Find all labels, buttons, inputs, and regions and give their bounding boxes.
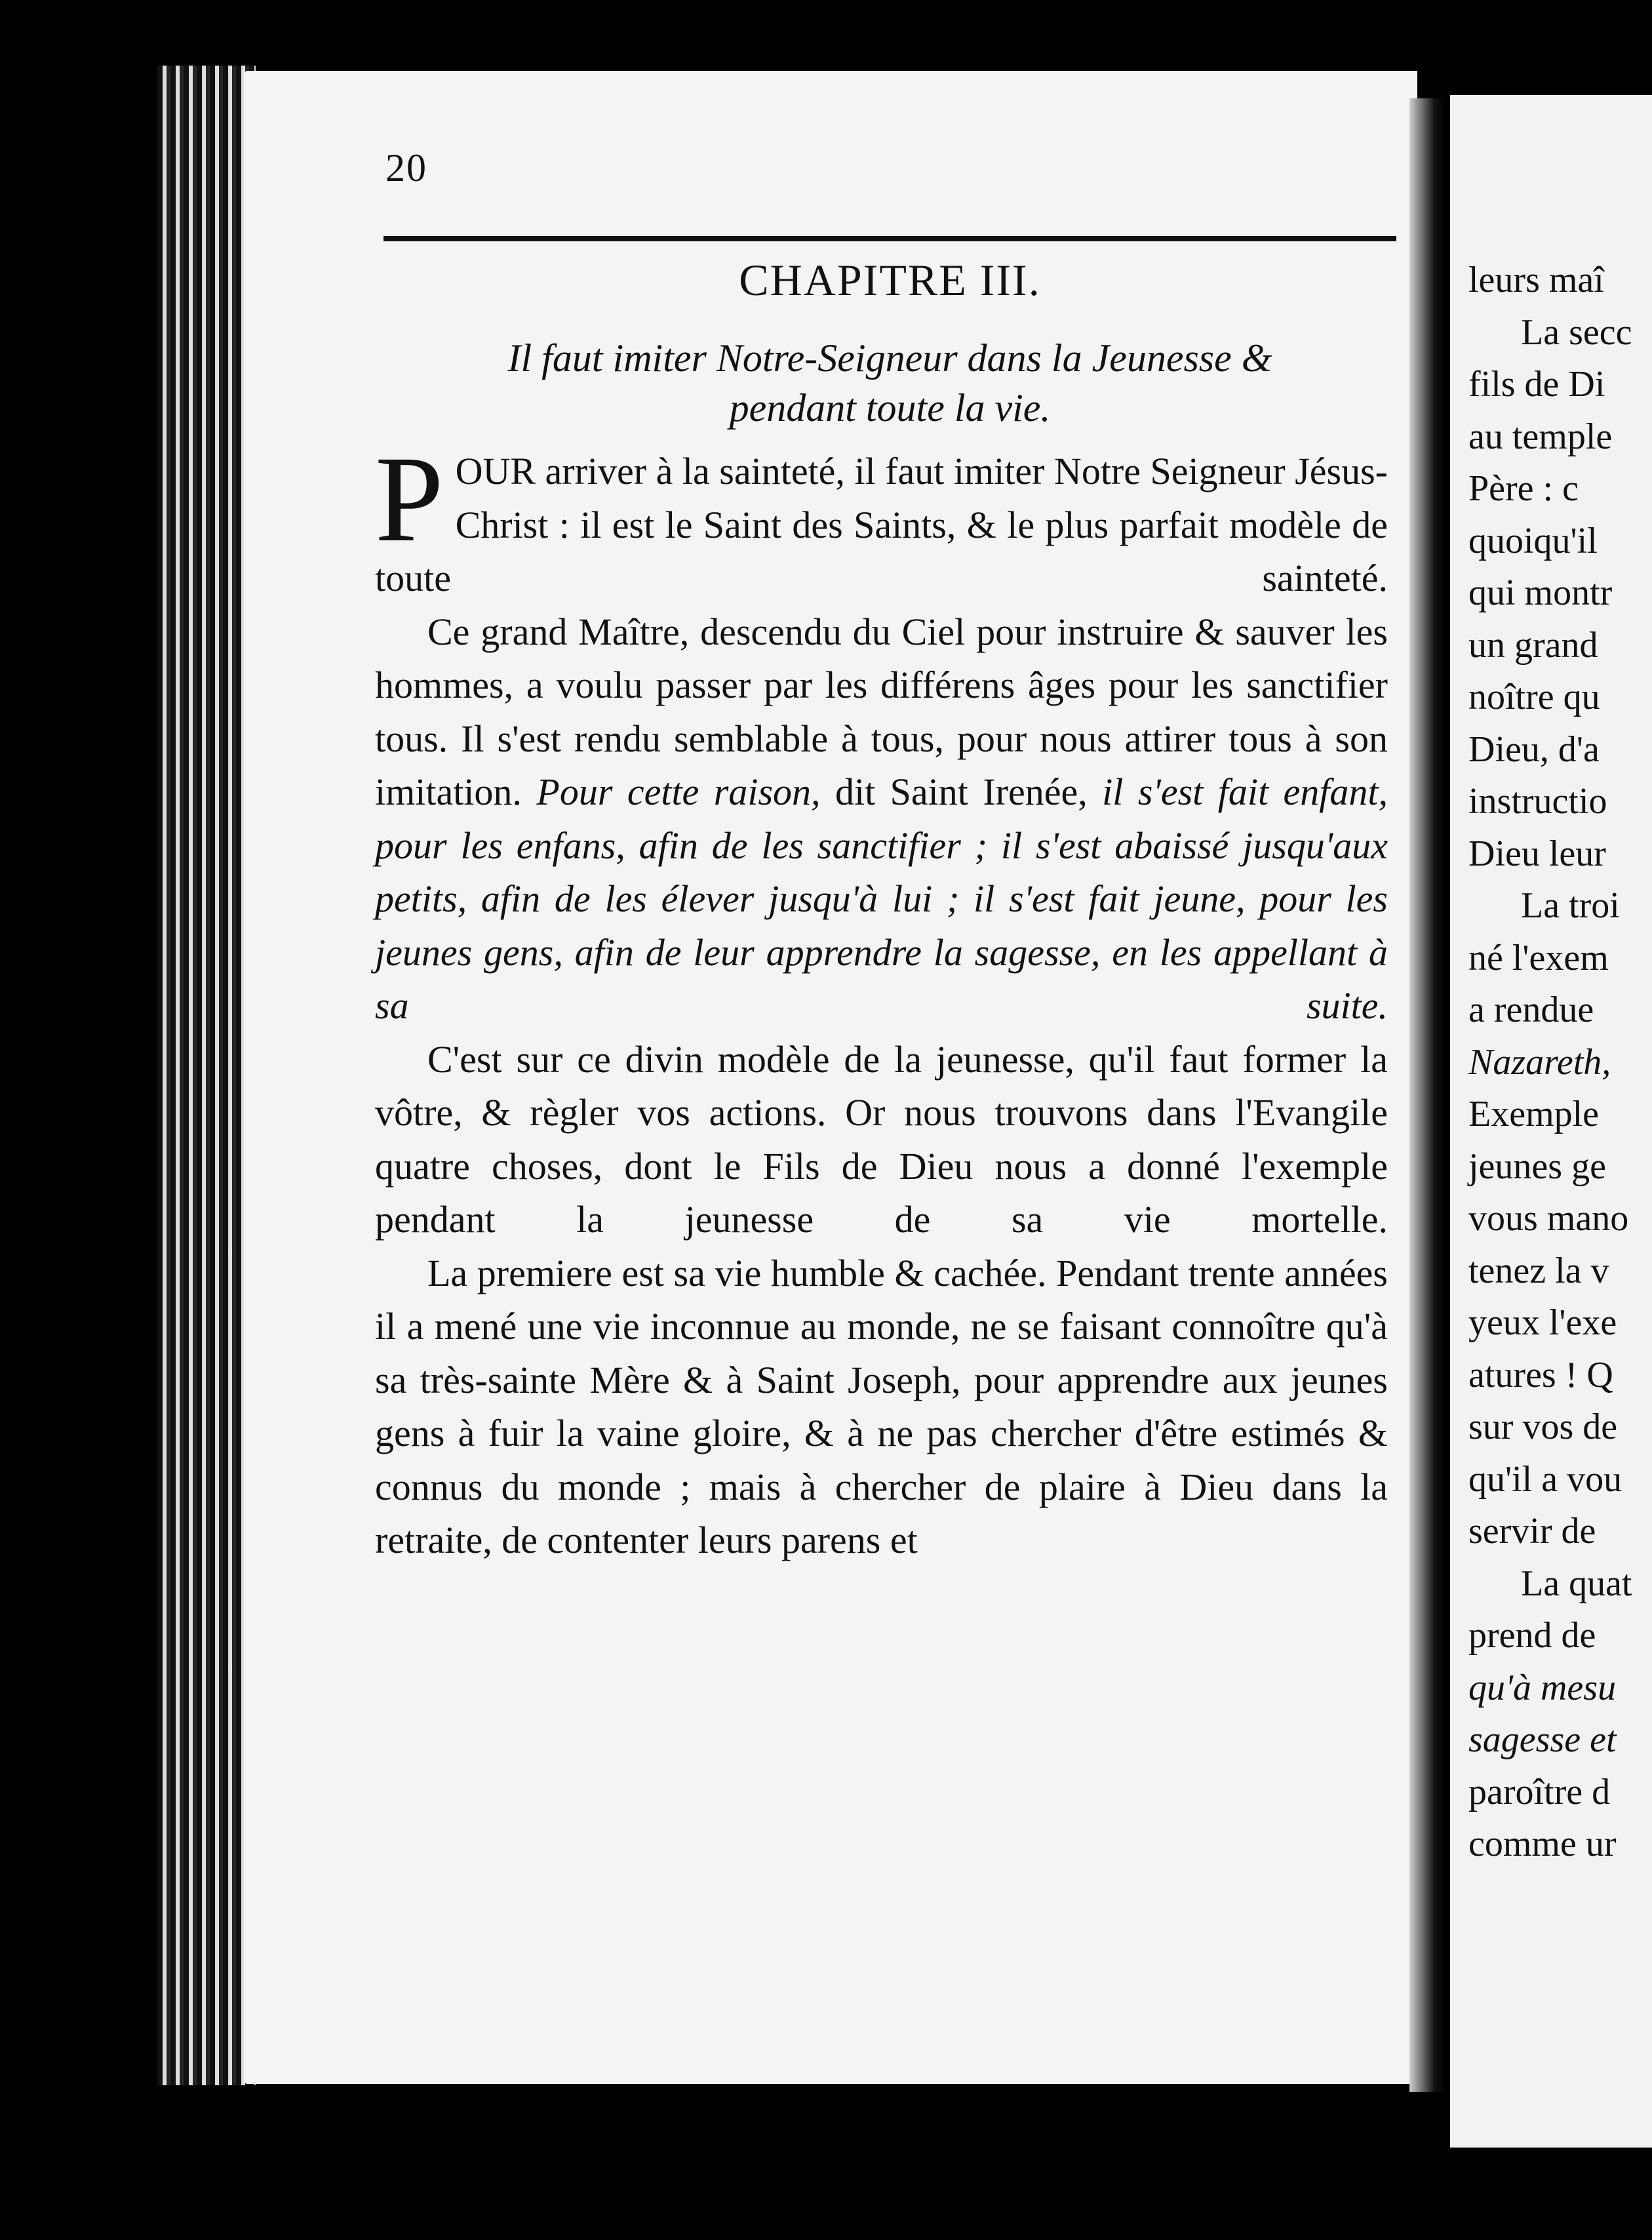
right-page-line: Dieu, d'a [1468, 729, 1600, 770]
right-page-line: quoiqu'il [1468, 520, 1598, 561]
right-page-line: paroître d [1468, 1771, 1611, 1812]
paragraph-2-italic-b: il s'est fait enfant, pour les enfans, afin de les sanctifier ; il s'est abaissé jusqu'aux petits, afin de les élever jusqu'à lui ; il s'est fait jeune, pour les jeunes gens, afin de leur apprendre la sagesse, en les appellant à sa suite. [375, 770, 1388, 1027]
right-page-line: leurs maî [1468, 260, 1604, 300]
right-page-line: La troi [1521, 885, 1620, 926]
right-page-line: Père : c [1468, 468, 1579, 509]
right-page-line: qu'il a vou [1468, 1458, 1622, 1500]
right-page-line: qui montr [1468, 572, 1613, 613]
right-page-line: La secc [1521, 311, 1632, 353]
right-page-line: qu'à mesu [1468, 1667, 1617, 1708]
right-page-line: La quat [1521, 1563, 1632, 1604]
right-page-line: comme ur [1468, 1824, 1617, 1864]
paragraph-2-mid: dit Saint Irenée, [820, 770, 1103, 813]
right-page-line: au temple [1468, 416, 1613, 457]
paragraph-4: La premiere est sa vie humble & cachée. Pendant trente années il a mené une vie inconnue au monde, ne se faisant connoître qu'à sa très-sainte Mère & à Saint Joseph, pour apprendre aux jeunes gens à fuir la vaine gloire, & à ne pas chercher d'être estimés & connus du monde ; mais à chercher de plaire à Dieu dans la retraite, de contenter leurs parens et [375, 1251, 1388, 1561]
paragraph-2 [375, 605, 1388, 1033]
right-page-line: noître qu [1468, 677, 1600, 717]
right-page-line: sagesse et [1468, 1719, 1617, 1760]
subtitle-line-1: Il faut imiter Notre-Seigneur dans la Jeunesse & [507, 336, 1272, 380]
subtitle-line-2: pendant toute la vie. [729, 386, 1051, 430]
right-page-text [1468, 254, 1652, 1871]
right-page-line: sur vos de [1468, 1407, 1618, 1447]
drop-cap: P [375, 430, 444, 567]
right-page-line: jeunes ge [1468, 1146, 1606, 1187]
right-page-line: a rendue [1468, 990, 1594, 1030]
right-page-line: prend de [1468, 1615, 1596, 1656]
right-page-line: né l'exem [1468, 937, 1609, 978]
right-page-line: servir de [1468, 1511, 1596, 1551]
right-page-line: fils de Di [1468, 364, 1605, 405]
paragraph-3: C'est sur ce divin modèle de la jeunesse, qu'il faut former la vôtre, & règler vos actions. Or nous trouvons dans l'Evangile quatre choses, dont le Fils de Dieu nous a donné l'exemple pendant la jeunesse de sa vie mortelle. [375, 1037, 1388, 1241]
right-page-line: tenez la v [1468, 1250, 1609, 1291]
paragraph-1-text: OUR arriver à la sainteté, il faut imiter Notre Seigneur Jésus-Christ : il est le Saint des Saints, & le plus parfait modèle de toute sainteté. [375, 450, 1388, 599]
right-page-line: yeux l'exe [1468, 1302, 1617, 1343]
book-gutter [1409, 98, 1446, 2092]
right-page-line: Nazareth, [1468, 1041, 1611, 1083]
paragraph-1 [375, 430, 1388, 605]
right-page-line: Dieu leur [1468, 833, 1606, 874]
paragraph-2-italic-a: Pour cette raison, [536, 770, 821, 813]
page-number: 20 [385, 146, 427, 190]
right-page-line: atures ! Q [1468, 1354, 1613, 1395]
header-rule [384, 236, 1396, 241]
book-page-edges [157, 66, 256, 2085]
left-page-body [375, 430, 1388, 1567]
right-page-line: vous mano [1468, 1198, 1629, 1239]
right-page-line: Exemple [1468, 1094, 1600, 1134]
chapter-subtitle [384, 333, 1396, 433]
paragraph-2-text: Ce grand Maître, descendu du Ciel pour instruire & sauver les hommes, a voulu passer par les différens âges pour les sanctifier tous. Il s'est rendu semblable à tous, pour nous attirer tous à son imitation. [375, 610, 1388, 813]
right-page-line: un grand [1468, 624, 1598, 666]
chapter-title: CHAPITRE III. [739, 255, 1041, 305]
right-page-line: instructio [1468, 781, 1607, 822]
